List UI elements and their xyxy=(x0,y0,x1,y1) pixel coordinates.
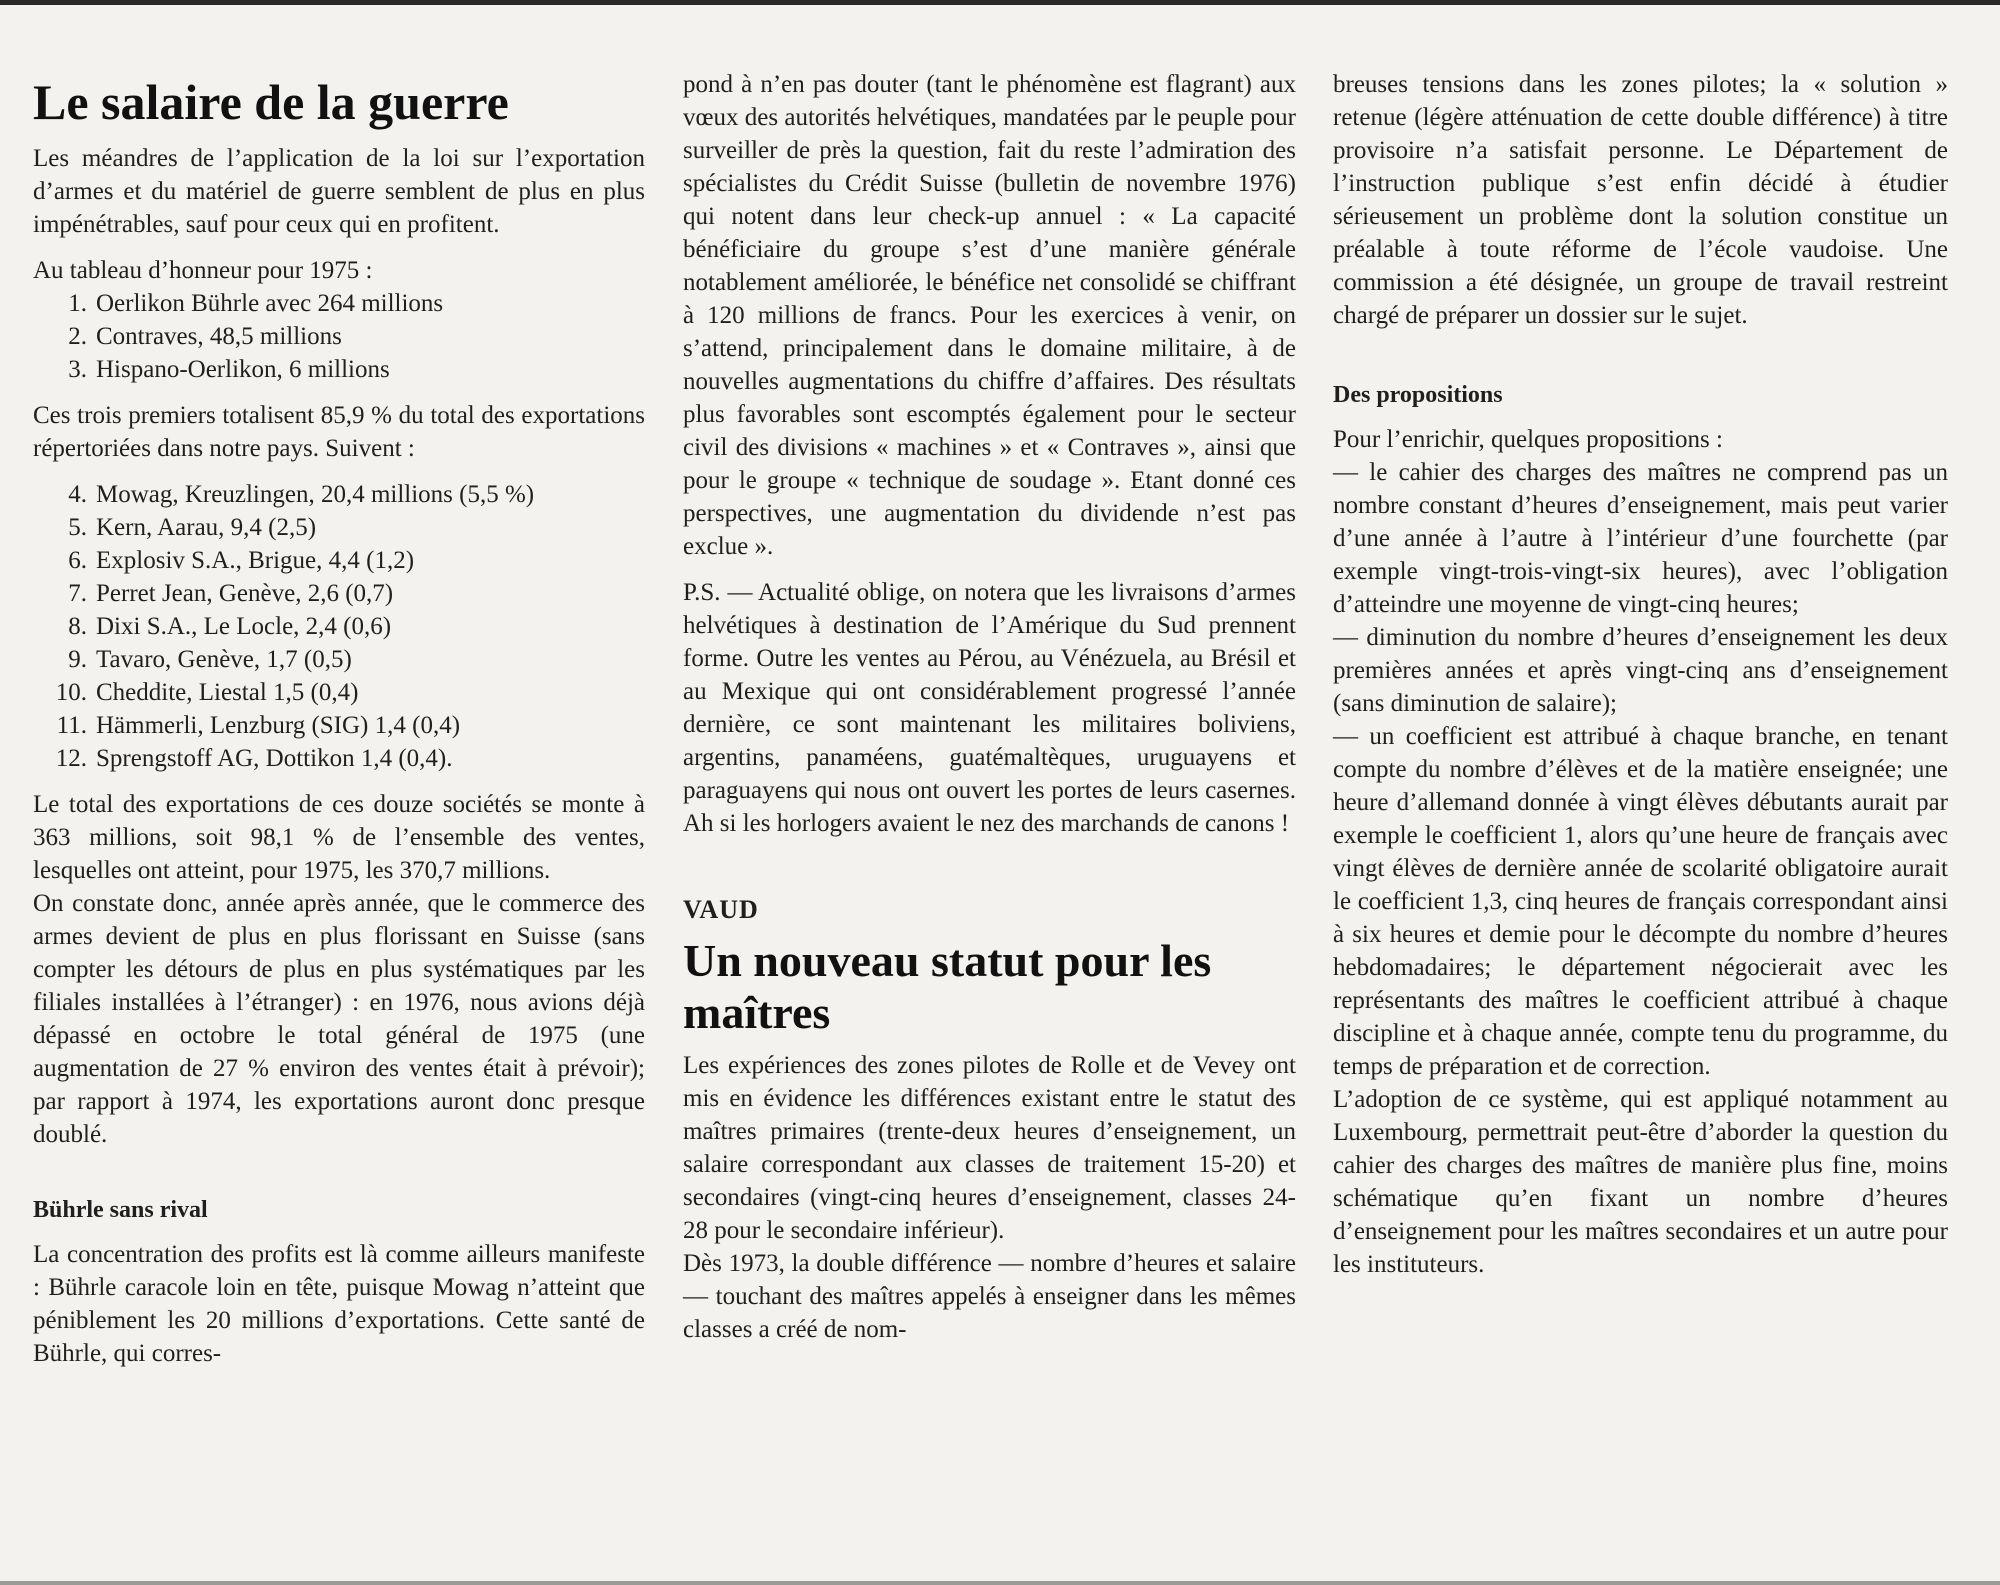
article-title: Le salaire de la guerre xyxy=(33,74,509,130)
tableau-heading: Au tableau d’honneur pour 1975 : xyxy=(33,257,373,284)
paragraph-ps: P.S. — Actualité oblige, on notera que les livraisons d’armes helvétiques à destination de l’Amérique du Sud prennent forme. Outre les ventes au Pérou, au Vénézuela, au Brésil et au Mexique qui ont considérablement progressé l’année dernière, ce sont maintenant les militaires boliviens, argentins, panaméens, guatémaltèques, uruguayens et paraguayens qui nous ont ouvert les portes de leurs casernes. Ah si les horlogers avaient le nez des marchands de canons ! xyxy=(683,579,1296,837)
paragraph-total-exports: Le total des exportations de ces douze sociétés se monte à 363 millions, soit 98,1 % de l’ensemble des ventes, lesquelles ont atteint, pour 1975, les 370,7 millions. xyxy=(33,791,645,884)
list-item: 3. Hispano-Oerlikon, 6 millions xyxy=(68,356,390,383)
list-item: 2. Contraves, 48,5 millions xyxy=(68,323,342,350)
other-exporters-list xyxy=(33,478,645,775)
top-rule xyxy=(0,0,2000,5)
list-item: 6. Explosiv S.A., Brigue, 4,4 (1,2) xyxy=(68,547,415,574)
paragraph-constate: On constate donc, année après année, que le commerce des armes devient de plus en plus florissant en Suisse (sans compter les détours de plus en plus systématiques par les filiales installées à l’étranger) : en 1976, nous avions déjà dépassé en octobre le total général de 1975 (une augmentation de 27 % environ des ventes était à prévoir); par rapport à 1974, les exportations auront donc presque doublé. xyxy=(33,890,645,1148)
bottom-rule xyxy=(0,1581,2000,1585)
list-item: 11. Hämmerli, Lenzburg (SIG) 1,4 (0,4) xyxy=(56,712,461,739)
total-paragraph: Ces trois premiers totalisent 85,9 % du total des exportations répertoriées dans notre pays. Suivent : xyxy=(33,402,645,462)
list-item: 5. Kern, Aarau, 9,4 (2,5) xyxy=(68,514,317,541)
paragraph-des-1973: Dès 1973, la double différence — nombre d’heures et salaire — touchant des maîtres appelés à enseigner dans les mêmes classes a créé de nom- xyxy=(683,1250,1296,1343)
list-item: 4. Mowag, Kreuzlingen, 20,4 millions (5,5 %) xyxy=(68,481,535,508)
list-item: 12. Sprengstoff AG, Dottikon 1,4 (0,4). xyxy=(55,745,453,772)
column-2 xyxy=(683,68,1296,1346)
paragraph-adoption: L’adoption de ce système, qui est appliqué notamment au Luxembourg, permettrait peut-être d’aborder la question du cahier des charges des maîtres de manière plus fine, moins schématique qu’en fixant un nombre d’heures d’enseignement pour les maîtres secondaires et un autre pour les instituteurs. xyxy=(1333,1086,1948,1278)
proposition-1: — le cahier des charges des maîtres ne comprend pas un nombre constant d’heures d’enseignement, mais peut varier d’une année à l’autre à l’intérieur d’une fourchette (par exemple vingt-trois-vingt-six heures), avec l’obligation d’atteindre une moyenne de vingt-cinq heures; xyxy=(1333,459,1948,618)
paragraph-continuation: pond à n’en pas douter (tant le phénomène est flagrant) aux vœux des autorités helvétiques, mandatées par le peuple pour surveiller de près la question, fait du reste l’admiration des spécialistes du Crédit Suisse (bulletin de novembre 1976) qui notent dans leur check-up annuel : « La capacité bénéficiaire du groupe s’est d’une manière générale notablement améliorée, le bénéfice net consolidé se chiffrant à 120 millions de francs. Pour les exercices à venir, on s’attend, principalement dans le domaine militaire, à de nouvelles augmentations du chiffre d’affaires. Des résultats plus favorables sont escomptés également pour le secteur civil des divisions « machines » et « Contraves », ainsi que pour le groupe « technique de soudage ». Etant donné ces perspectives, une augmentation du dividende n’est pas exclue ». xyxy=(683,71,1297,560)
paragraph-concentration: La concentration des profits est là comme ailleurs manifeste : Bührle caracole loin en tête, puisque Mowag n’atteint que péniblement les 20 millions d’exportations. Cette santé de Bührle, qui corres- xyxy=(33,1241,645,1367)
section-kicker: VAUD xyxy=(683,895,759,924)
list-item: 10. Cheddite, Liestal 1,5 (0,4) xyxy=(55,679,359,706)
list-item: 9. Tavaro, Genève, 1,7 (0,5) xyxy=(68,646,352,673)
article2-title: Un nouveau statut pour les maîtres xyxy=(683,935,1212,1038)
list-item: 8. Dixi S.A., Le Locle, 2,4 (0,6) xyxy=(68,613,392,640)
paragraph-continuation: breuses tensions dans les zones pilotes; la « solution » retenue (légère atténuation de cette double différence) à titre provisoire n’a satisfait personne. Le Département de l’instruction publique s’est enfin décidé à étudier sérieusement un problème dont la solution constitue un préalable à toute réforme de l’école vaudoise. Une commission a été désignée, un groupe de travail restreint chargé de préparer un dossier sur le sujet. xyxy=(1333,71,1948,329)
article-intro: Les méandres de l’application de la loi sur l’exportation d’armes et du matériel de guerre semblent de plus en plus impénétrables, sauf pour ceux qui en profitent. xyxy=(33,145,645,238)
column-1 xyxy=(33,68,645,1370)
paragraph-experiences: Les expériences des zones pilotes de Rolle et de Vevey ont mis en évidence les différences existant entre le statut des maîtres primaires (trente-deux heures d’enseignement, un salaire correspondant aux classes de traitement 15-20) et secondaires (vingt-cinq heures d’enseignement, classes 24-28 pour le secondaire inférieur). xyxy=(683,1052,1296,1244)
top-exporters-list xyxy=(33,287,645,386)
proposition-2: — diminution du nombre d’heures d’enseignement les deux premières années et après vingt-cinq ans d’enseignement (sans diminution de salaire); xyxy=(1333,624,1948,717)
column-3 xyxy=(1333,68,1948,1281)
subheading-buhrle: Bührle sans rival xyxy=(33,1197,208,1223)
list-item: 7. Perret Jean, Genève, 2,6 (0,7) xyxy=(68,580,394,607)
list-item: 1. Oerlikon Bührle avec 264 millions xyxy=(68,290,444,317)
proposition-3: — un coefficient est attribué à chaque branche, en tenant compte du nombre d’élèves et de la matière enseignée; une heure d’allemand donnée à vingt élèves débutants aurait par exemple le coefficient 1, alors qu’une heure de français avec vingt élèves de dernière année de scolarité obligatoire aurait le coefficient 1,3, cinq heures de français correspondant ainsi à six heures et demie pour le décompte du nombre d’heures hebdomadaires; le département négocierait avec les représentants des maîtres le coefficient attribué à chaque discipline et à chaque année, compte tenu du programme, du temps de préparation et de correction. xyxy=(1333,723,1948,1080)
subheading-propositions: Des propositions xyxy=(1333,382,1503,408)
paragraph-enrichir: Pour l’enrichir, quelques propositions : xyxy=(1333,426,1723,453)
